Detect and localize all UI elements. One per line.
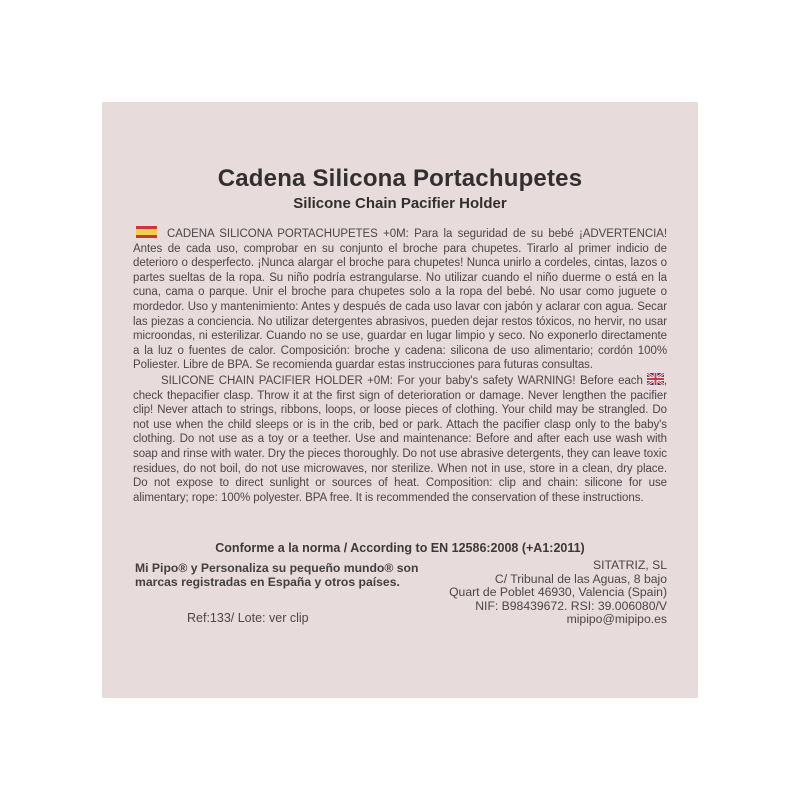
label-panel	[102, 102, 698, 698]
english-instructions-text-end: , check thepacifier clasp. Throw it at the first sign of deterioration or damage. Never lengthen the pacifier clip! Never attach to strings, ribbons, loops, or loose pieces of clothing. Your child may be strangled. Do not use when the child sleeps or is in the crib, bed or park. Attach the pacifier clasp only to the baby's clothing. Do not use as a toy or a teether. Use and maintenance: Before and after each use wash with soap and rinse with water. Dry the pieces thoroughly. Do not use abrasive detergents, they can leave toxic residues, do not boil, do not use microwaves, nor sterilize. When not in use, store in a clean, dry place. Do not expose to direct sunlight or sources of heat. Composition: clip and chain: silicone for use alimentary; rope: 100% polyester. BPA free. It is recommended the conservation of these instructions.	[133, 374, 668, 504]
trademark-notice: Mi Pipo® y Personaliza su pequeño mundo® son marcas registradas en España y otros países.	[135, 561, 419, 590]
company-street: C/ Tribunal de las Aguas, 8 bajo	[494, 571, 667, 586]
english-instructions	[133, 373, 667, 505]
company-address-block	[449, 559, 667, 627]
spanish-instructions	[133, 226, 667, 373]
page-title: Cadena Silicona Portachupetes	[217, 165, 583, 192]
company-city: Quart de Poblet 46930, Valencia (Spain)	[449, 585, 667, 600]
company-email: mipipo@mipipo.es	[566, 612, 667, 627]
spain-flag-icon	[136, 226, 157, 238]
page-subtitle: Silicone Chain Pacifier Holder	[293, 195, 507, 212]
company-name: SITATRIZ, SL	[592, 558, 667, 572]
uk-flag-icon	[647, 373, 664, 385]
compliance-standard: Conforme a la norma / According to EN 12586:2008 (+A1:2011)	[215, 541, 585, 555]
spanish-instructions-text: CADENA SILICONA PORTACHUPETES +0M: Para la seguridad de su bebé ¡ADVERTENCIA! Antes de cada uso, comprobar en su conjunto el broche para chupetes. Tirarlo al primer indicio de deterioro o desperfecto. ¡Nunca alargar el broche para chupetes! Nunca unirlo a cordeles, cintas, lazos o partes sueltas de la ropa. Su niño podría estrangularse. No utilizar cuando el niño duerme o está en la cuna, cama o parque. Unir el broche para chupetes solo a la ropa del bebé. No usar como juguete o mordedor. Uso y mantenimiento: Antes y después de cada uso lavar con jabón y aclarar con agua. Secar las piezas a conciencia. No utilizar detergentes abrasivos, pueden dejar restos tóxicos, no hervir, no usar microondas, ni esterilizar. Cuando no se use, guardar en lugar limpio y seco. No exponerlo directamente a la luz o fuentes de calor. Composición: broche y cadena: silicona de uso alimentario; cordón 100% Poliester. Libre de BPA. Se recomienda guardar estas instrucciones para futuras consultas.	[133, 228, 667, 372]
company-tax-id: NIF: B98439672. RSI: 39.006080/V	[475, 598, 667, 613]
ref-lot-line: Ref:133/ Lote: ver clip	[187, 611, 309, 625]
english-instructions-text-start: SILICONE CHAIN PACIFIER HOLDER +0M: For your baby's safety WARNING! Before each	[161, 374, 643, 387]
instructions-block	[133, 226, 667, 505]
